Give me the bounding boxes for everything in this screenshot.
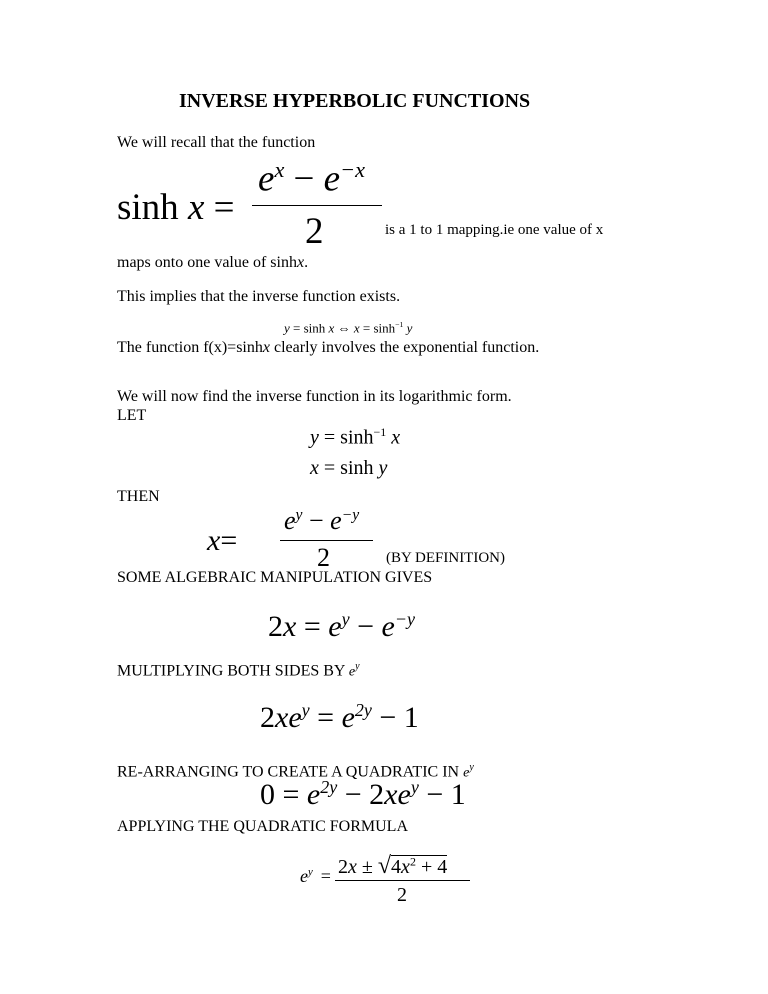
def-lhs: x= — [207, 524, 238, 557]
algebraic-text: SOME ALGEBRAIC MANIPULATION GIVES — [117, 569, 433, 586]
sinh-label: sinh — [117, 187, 179, 228]
rearranging-text: RE-ARRANGING TO CREATE A QUADRATIC IN $e^y$ — [117, 762, 474, 781]
applying-text: APPLYING THE QUADRATIC FORMULA — [117, 818, 409, 835]
equation-2xe: $2xe^y = e^{2y} - 1$ — [260, 700, 419, 734]
maps-onto-text: maps onto one value of sinhx. — [117, 254, 309, 271]
denominator: 2 — [305, 211, 324, 252]
numerator-minus: − — [293, 158, 315, 200]
intro-text: We will recall that the function — [117, 134, 316, 151]
fraction-bar — [252, 205, 382, 206]
equation-2x: $2x = e^y - e^{-y}$ — [268, 609, 415, 643]
let-equation-1: $y = \sinh^{-1} x$ — [310, 425, 401, 449]
sinh-var: x — [187, 187, 205, 228]
let-equation-2: x = sinh y — [310, 457, 388, 479]
mapping-text: is a 1 to 1 mapping.ie one value of x — [385, 222, 604, 238]
quadratic-equation: $0 = e^{2y} - 2xe^y - 1$ — [260, 777, 466, 811]
equals-sign: = — [213, 187, 235, 228]
formula-lhs: $e^y$ = — [300, 866, 331, 886]
then-label: THEN — [117, 488, 160, 505]
page-title: INVERSE HYPERBOLIC FUNCTIONS — [179, 90, 531, 112]
numerator-e2: e — [323, 158, 341, 200]
implies-text: This implies that the inverse function exists. — [117, 288, 401, 305]
by-definition-text: (BY DEFINITION) — [386, 550, 506, 566]
numerator-exp1: x — [274, 157, 285, 182]
find-inverse-text: We will now find the inverse function in its logarithmic form. — [117, 388, 512, 405]
def-fraction-bar — [280, 540, 373, 541]
equivalence-equation: y = sinh x ⇔ $x = \sinh^{-1} y$ — [284, 320, 413, 336]
exponential-text: The function f(x)=sinhx clearly involves the exponential function. — [117, 339, 540, 356]
numerator-e1: e — [258, 158, 275, 200]
def-denominator: 2 — [317, 543, 330, 572]
formula-numerator: $2x \pm √4x^2 + 4$ — [338, 853, 448, 879]
formula-fraction-bar — [335, 880, 470, 881]
numerator-exp2: −x — [340, 157, 365, 182]
def-numerator: $e^y - e^{-y}$ — [284, 506, 360, 535]
let-label: LET — [117, 407, 147, 424]
multiplying-text: MULTIPLYING BOTH SIDES BY $e^y$ — [117, 661, 360, 680]
formula-denominator: 2 — [397, 884, 407, 906]
